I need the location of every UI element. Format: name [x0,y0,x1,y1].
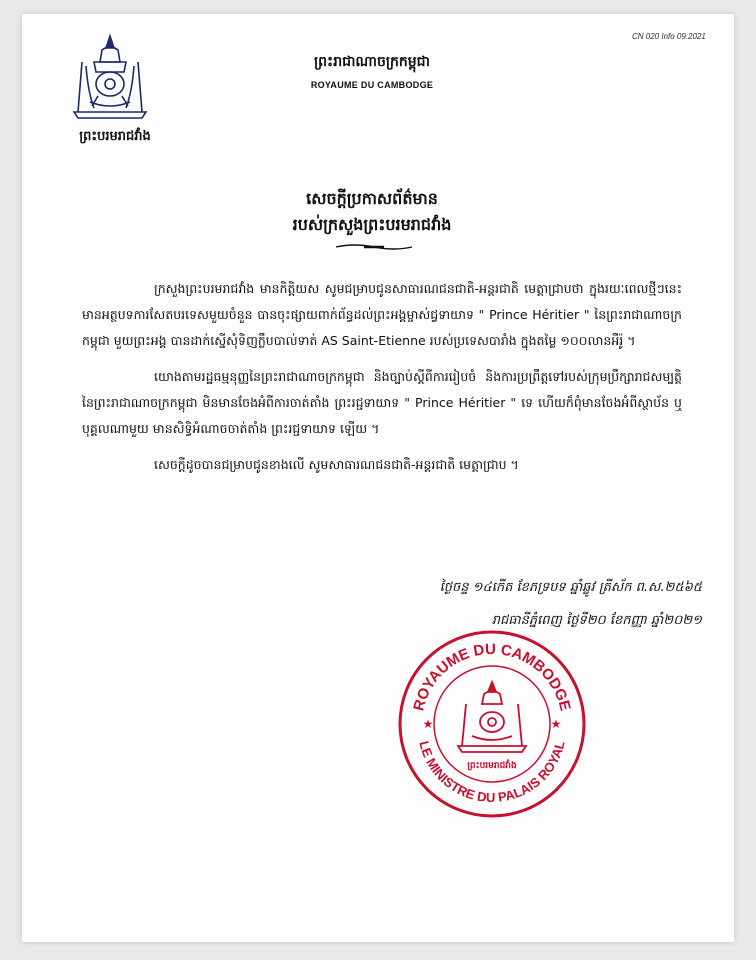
royal-seal-icon [392,624,592,824]
royal-emblem-icon [64,32,156,124]
seal-top-text: ROYAUME DU CAMBODGE [410,640,574,713]
paragraph-1: ក្រសួងព្រះបរមរាជវាំង មានកិត្តិយស សូមជម្រាបជូនសាធារណជនជាតិ-អន្តរជាតិ មេត្តាជ្រាបថា ក្នុងរយៈពេលថ្មីៗនេះមានអត្ថបទការសែតបរទេសមួយចំនួន បានចុះផ្សាយពាក់ព័ន្ធដល់ព្រះអង្គម្ចាស់ជ្វទាយាទ " Prince Héritier " នៃព្រះរាជាណាចក្រកម្ពុជា មួយព្រះអង្គ បានដាក់ស្នើសុំទិញក្លឹបបាល់ទាត់ AS Saint-Etienne របស់ប្រទេសបារាំង ក្នុងតម្លៃ ១០០លានអឺរ៉ូ ។ [82,281,682,348]
reference-code: CN 020 Info 09.2021 [632,32,706,41]
seal-bottom-text: LE MINISTRE DU PALAIS ROYAL [416,739,568,806]
svg-text:★: ★ [422,717,434,731]
paragraph-2: យោងតាមរដ្ឋធម្មនុញ្ញនៃព្រះរាជាណាចក្រកម្ពុជា និងច្បាប់ស្ដីពីការរៀបចំ និងការប្រព្រឹត្តទៅរបស់ក្រុមប្រឹក្សារាជសម្បត្តិ នៃព្រះរាជាណាចក្រកម្ពុជា មិនមានចែងអំពីការចាត់តាំង ព្រះរជ្ជទាយាទ " Prince Héritier " ទេ ហើយក៏ពុំមានចែងអំពីស្ថាប័ន ឬបុគ្គលណាមួយ មានសិទ្ធិអំណាចចាត់តាំង ព្រះរជ្ជទាយាទ ឡើយ ។ [82,369,682,436]
lunar-date: ថ្ងៃចន្ទ ១៤កើត ខែភទ្របទ ឆ្នាំឆ្លូវ ត្រីស័ក ព.ស.២៥៦៥ [439,580,702,595]
document-title [172,186,572,238]
kingdom-name-khmer: ព្រះរាជាណាចក្រកម្ពុជា [313,54,430,70]
document-page [22,14,734,942]
paragraph-3: សេចក្ដីដូចបានជម្រាបជូនខាងលើ សូមសាធារណជនជាតិ-អន្តរជាតិ មេត្តាជ្រាប ។ [154,457,519,472]
solar-date: រាជធានីភ្នំពេញ ថ្ងៃទី២០ ខែកញ្ញា ឆ្នាំ២០២១ [491,613,702,628]
svg-text:★: ★ [550,717,562,731]
title-line-2: របស់ក្រសួងព្រះបរមរាជវាំង [292,215,452,234]
document-body [82,276,682,488]
kingdom-name-french: ROYAUME DU CAMBODGE [310,80,434,90]
divider-flourish [334,242,414,252]
title-line-1: សេចក្ដីប្រកាសព័ត៌មាន [306,189,438,208]
office-name: ព្រះបរមរាជវាំង [79,129,151,144]
seal-center-text: ព្រះបរមរាជវាំង [467,761,517,771]
